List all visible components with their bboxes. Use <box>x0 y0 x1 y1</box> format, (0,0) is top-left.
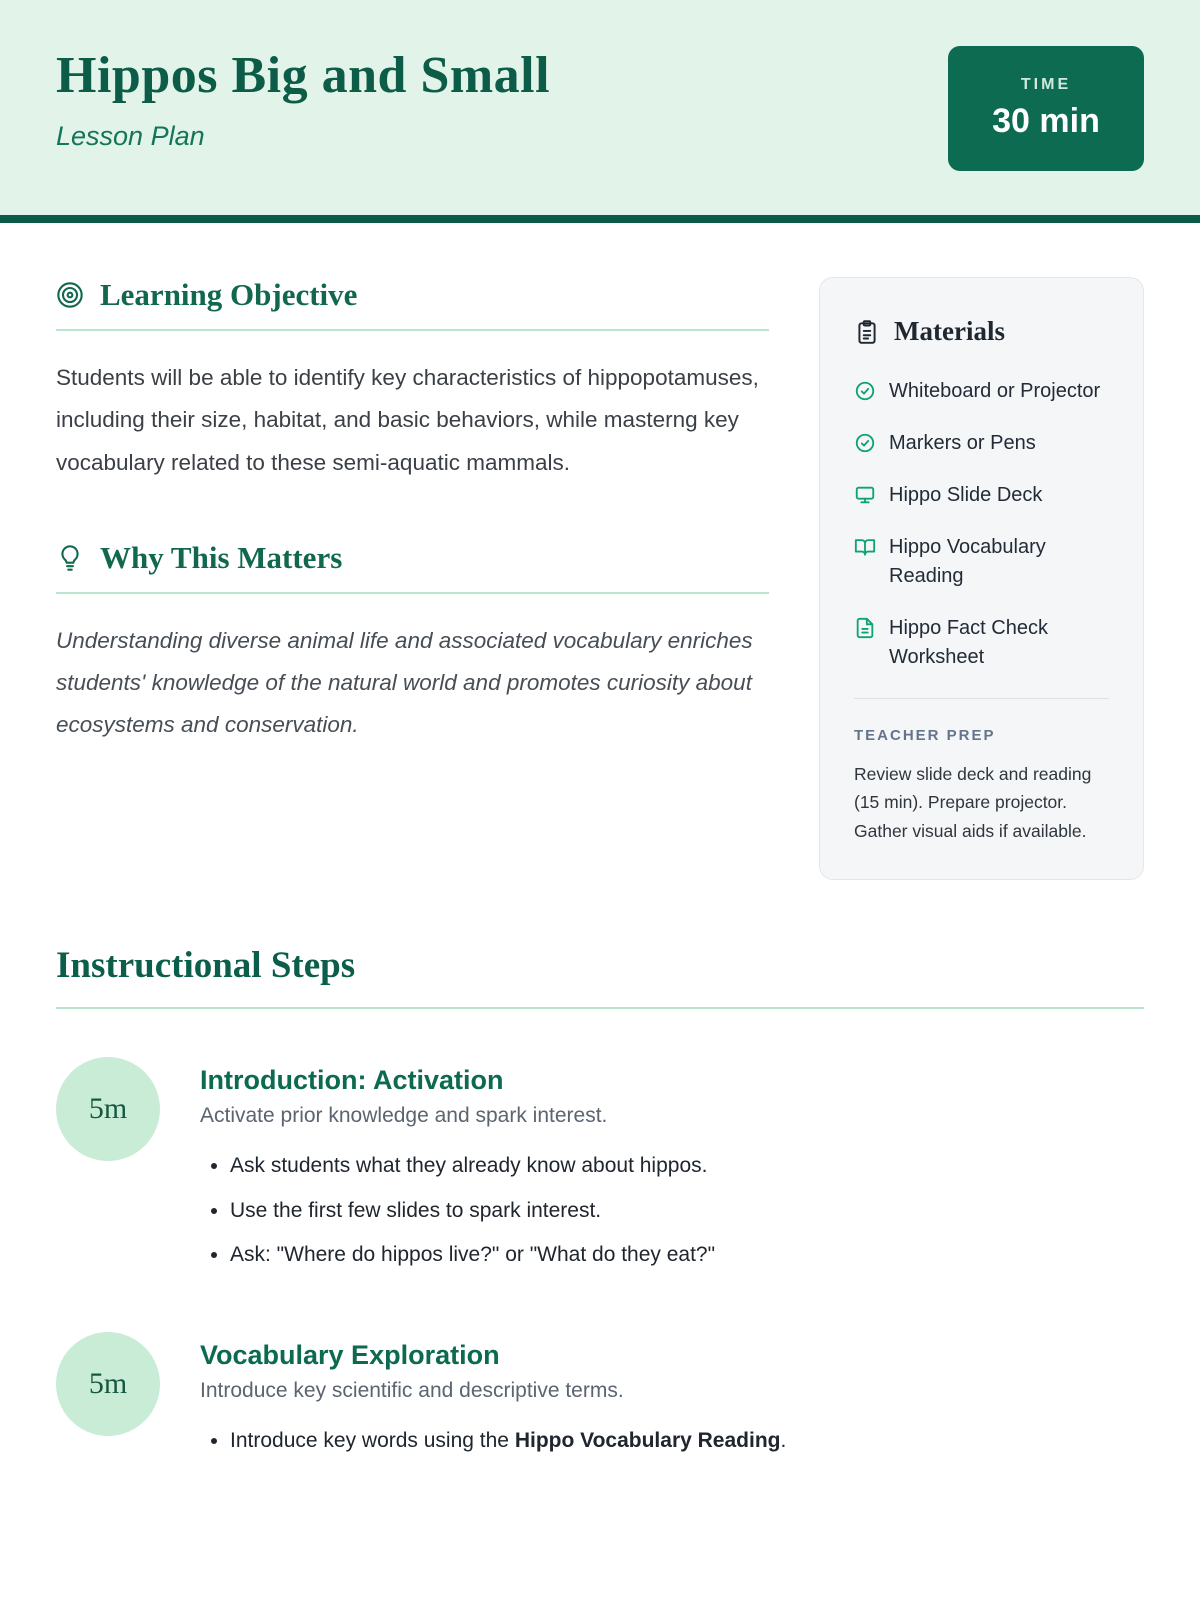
instructional-steps-section <box>56 944 1144 1469</box>
instructional-steps-heading: Instructional Steps <box>56 944 1144 1009</box>
step-body <box>200 1057 715 1284</box>
why-this-matters-heading <box>56 540 769 594</box>
materials-item <box>854 429 1109 458</box>
learning-objective-heading <box>56 277 769 331</box>
materials-item <box>854 533 1109 591</box>
time-badge-value: 30 min <box>992 102 1100 140</box>
header-title-block <box>56 46 550 152</box>
why-this-matters-heading-text: Why This Matters <box>100 539 343 575</box>
clipboard-icon <box>854 319 880 345</box>
materials-item <box>854 377 1109 406</box>
materials-card <box>819 277 1144 880</box>
page-title: Hippos Big and Small <box>56 47 551 104</box>
main-content <box>0 223 1200 1469</box>
materials-list <box>854 377 1109 672</box>
step-title: Vocabulary Exploration <box>200 1339 500 1370</box>
materials-item-label: Markers or Pens <box>889 432 1036 454</box>
learning-objective-heading-text: Learning Objective <box>100 277 358 312</box>
file-text-icon <box>854 617 876 639</box>
step-bullet: • Use the first few slides to spark interest. <box>230 1195 715 1227</box>
check-circle-icon <box>854 432 876 454</box>
step-duration-badge: 5m <box>56 1332 160 1436</box>
step-title: Introduction: Activation <box>200 1065 504 1096</box>
materials-heading <box>854 316 1109 347</box>
step-bullet-list <box>200 1150 715 1271</box>
time-badge-label: TIME <box>1020 76 1072 93</box>
step-bullet: • Ask: "Where do hippos live?" or "What do they eat?" <box>230 1239 715 1271</box>
materials-divider <box>854 698 1109 699</box>
step-2 <box>56 1332 1144 1470</box>
step-bullet-list <box>200 1425 786 1457</box>
learning-objective-body: Students will be able to identify key characteristics of hippopotamuses, including their size, habitat, and basic behaviors, while masterng key vocabulary related to these semi-aquatic mammals. <box>56 365 759 475</box>
why-this-matters-section <box>56 540 769 747</box>
check-circle-icon <box>854 380 876 402</box>
page-subtitle: Lesson Plan <box>56 121 205 151</box>
step-subtitle: Introduce key scientific and descriptive terms. <box>200 1378 624 1402</box>
book-open-icon <box>854 536 876 558</box>
lightbulb-icon <box>56 544 84 572</box>
teacher-prep-text: Review slide deck and reading (15 min). Prepare projector. Gather visual aids if available. <box>854 764 1092 841</box>
materials-item <box>854 614 1109 672</box>
step-body <box>200 1332 786 1470</box>
header-divider-bar <box>0 215 1200 223</box>
step-1 <box>56 1057 1144 1284</box>
materials-item <box>854 481 1109 510</box>
materials-heading-text: Materials <box>894 316 1005 346</box>
materials-item-label: Hippo Slide Deck <box>889 484 1043 506</box>
step-bullet: • Ask students what they already know about hippos. <box>230 1150 715 1182</box>
monitor-icon <box>854 484 876 506</box>
target-icon <box>56 281 84 309</box>
time-badge <box>948 46 1144 171</box>
step-duration-badge: 5m <box>56 1057 160 1161</box>
materials-item-label: Hippo Vocabulary Reading <box>889 536 1046 587</box>
step-subtitle: Activate prior knowledge and spark interest. <box>200 1104 608 1128</box>
header <box>0 0 1200 215</box>
learning-objective-section <box>56 277 769 484</box>
step-bullet: • Introduce key words using the Hippo Vocabulary Reading. <box>230 1425 786 1457</box>
teacher-prep-label: TEACHER PREP <box>854 727 996 744</box>
why-this-matters-body: Understanding diverse animal life and associated vocabulary enriches students' knowledge of the natural world and promotes curiosity about ecosystems and conservation. <box>56 627 753 738</box>
materials-item-label: Whiteboard or Projector <box>889 380 1101 402</box>
materials-item-label: Hippo Fact Check Worksheet <box>889 617 1048 668</box>
left-column <box>56 277 769 747</box>
